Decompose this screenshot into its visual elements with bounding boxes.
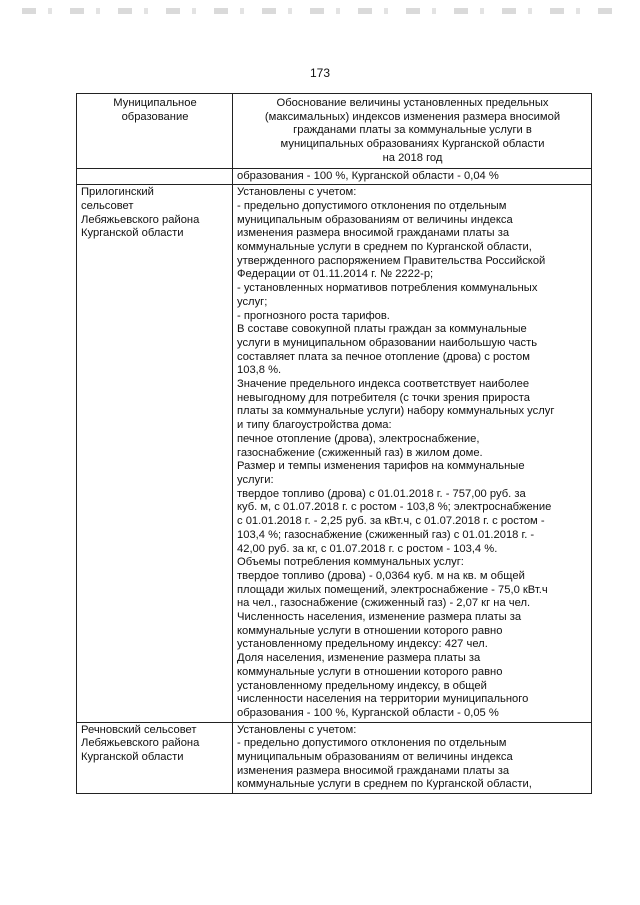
justification-line: муниципальным образованиям от величины индекса: [237, 751, 513, 764]
justification-line: Установлены с учетом:: [237, 186, 357, 199]
justification-line: Федерации от 01.11.2014 г. № 2222-р;: [237, 268, 434, 281]
justification-cell: [233, 185, 592, 722]
justification-cell: [233, 722, 592, 794]
justification-line: 103,4 %; газоснабжение (сжиженный газ) с 01.01.2018 г. -: [237, 528, 535, 541]
justification-line: Размер и темпы изменения тарифов на коммунальные: [237, 460, 525, 473]
justification-line: услуги:: [237, 473, 274, 486]
justification-line: утвержденного распоряжением Правительства Российской: [237, 254, 546, 267]
table-header-row: [77, 94, 592, 169]
header-line: Обоснование величины установленных предельных: [276, 97, 549, 109]
justification-line: образования - 100 %, Курганской области - 0,05 %: [237, 706, 499, 719]
municipality-line: Курганской области: [81, 227, 184, 240]
justification-line: Значение предельного индекса соответствует наиболее: [237, 378, 530, 391]
justification-line: платы за коммунальные услуги) набору коммунальных услуг: [237, 405, 555, 418]
justification-line: Доля населения, изменение размера платы за: [237, 652, 481, 665]
justification-table: [76, 93, 592, 794]
table-row: [77, 185, 592, 722]
header-line: образование: [121, 110, 189, 123]
justification-line: - установленных нормативов потребления коммунальных: [237, 282, 538, 295]
justification-line: твердое топливо (дрова) - 0,0364 куб. м на кв. м общей: [237, 569, 525, 582]
municipality-line: Речновский сельсовет: [81, 723, 197, 736]
header-line: Муниципальное: [113, 97, 197, 109]
justification-line: площади жилых помещений, электроснабжение - 75,0 кВт.ч: [237, 583, 548, 596]
justification-line: изменения размера вносимой гражданами платы за: [237, 764, 510, 777]
header-line: на 2018 год: [382, 151, 443, 164]
justification-line: изменения размера вносимой гражданами платы за: [237, 227, 510, 240]
municipality-line: Лебяжьевского района: [81, 737, 200, 750]
justification-line: коммунальные услуги в отношении которого равно: [237, 624, 503, 637]
justification-line: коммунальные услуги в среднем по Курганской области,: [237, 241, 532, 254]
justification-line: Численность населения, изменение размера платы за: [237, 611, 522, 624]
justification-line: и типу благоустройства дома:: [237, 419, 392, 432]
justification-line: составляет плата за печное отопление (дрова) с ростом: [237, 350, 530, 363]
justification-line: услуг;: [237, 295, 268, 308]
municipality-cell: [77, 185, 233, 722]
table-row: [77, 722, 592, 794]
justification-line: установленному предельному индексу, в общей: [237, 679, 487, 692]
justification-line: численности населения на территории муниципального: [237, 693, 529, 706]
justification-line: твердое топливо (дрова) с 01.01.2018 г. - 757,00 руб. за: [237, 487, 526, 500]
continuation-municipality-cell: [77, 168, 233, 185]
justification-line: коммунальные услуги в среднем по Курганской области,: [237, 778, 532, 791]
justification-line: печное отопление (дрова), электроснабжение,: [237, 432, 480, 445]
justification-line: - предельно допустимого отклонения по отдельным: [237, 199, 507, 212]
justification-line: газоснабжение (сжиженный газ) в жилом доме.: [237, 446, 483, 459]
justification-line: В составе совокупной платы граждан за коммунальные: [237, 323, 527, 336]
scan-artifact-strip: [22, 8, 618, 14]
justification-line: услуги в муниципальном образовании наибольшую часть: [237, 336, 538, 349]
justification-line: установленному предельному индексу: 427 чел.: [237, 638, 488, 651]
municipality-line: Прилогинский: [81, 186, 154, 199]
header-municipality: [77, 94, 233, 169]
municipality-line: Лебяжьевского района: [81, 213, 200, 226]
continuation-text: образования - 100 %, Курганской области - 0,04 %: [233, 168, 592, 185]
justification-line: Установлены с учетом:: [237, 723, 357, 736]
header-line: гражданами платы за коммунальные услуги в: [293, 124, 532, 137]
justification-line: на чел., газоснабжение (сжиженный газ) - 2,07 кг на чел.: [237, 597, 531, 610]
municipality-line: сельсовет: [81, 199, 134, 212]
justification-line: - прогнозного роста тарифов.: [237, 309, 390, 322]
header-line: муниципальных образованиях Курганской области: [280, 138, 545, 151]
municipality-line: Курганской области: [81, 751, 184, 764]
justification-line: - предельно допустимого отклонения по отдельным: [237, 737, 507, 750]
justification-line: Объемы потребления коммунальных услуг:: [237, 556, 464, 569]
justification-line: 103,8 %.: [237, 364, 282, 377]
table-row: [77, 168, 592, 185]
justification-line: коммунальные услуги в отношении которого равно: [237, 665, 503, 678]
justification-line: куб. м, с 01.07.2018 г. с ростом - 103,8 %; электроснабжение: [237, 501, 552, 514]
header-line: (максимальных) индексов изменения размера вносимой: [264, 110, 561, 123]
justification-line: с 01.01.2018 г. - 2,25 руб. за кВт.ч, с 01.07.2018 г. с ростом -: [237, 515, 545, 528]
page-number: 173: [309, 66, 331, 80]
justification-line: невыгодному для потребителя (с точки зрения прироста: [237, 391, 530, 404]
municipality-cell: [77, 722, 233, 794]
justification-line: муниципальным образованиям от величины индекса: [237, 213, 513, 226]
justification-line: 42,00 руб. за кг, с 01.07.2018 г. с ростом - 103,4 %.: [237, 542, 498, 555]
header-justification: [233, 94, 592, 169]
